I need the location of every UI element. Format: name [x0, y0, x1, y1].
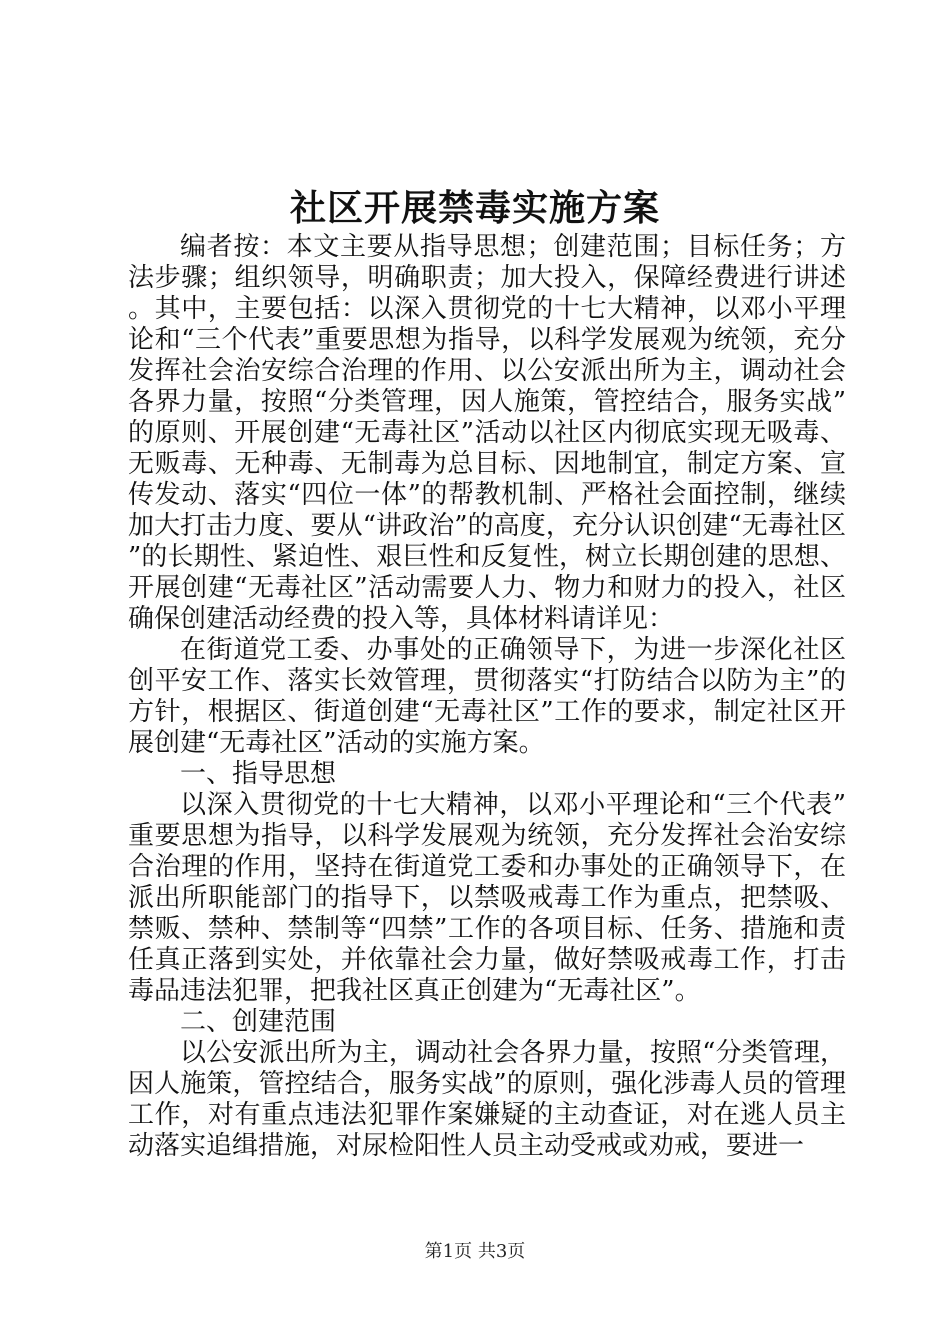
document-title: 社区开展禁毒实施方案 — [289, 187, 660, 229]
intro-paragraph: 在街道党工委、办事处的正确领导下，为进一步深化社区创平安工作、落实长效管理，贯彻落实“打防结合以防为主”的方针，根据区、街道创建“无毒社区”工作的要求，制定社区开展创建“无毒社区”活动的实施方案。 — [128, 635, 846, 758]
section-heading-guiding-ideology: 一、指导思想 — [180, 759, 337, 789]
page-number-footer: 第1页 共3页 — [424, 1241, 526, 1262]
editor-note-paragraph: 编者按：本文主要从指导思想；创建范围；目标任务；方法步骤；组织领导，明确职责；加大投入，保障经费进行讲述。其中，主要包括：以深入贯彻党的十七大精神，以邓小平理论和“三个代表”重要思想为指导，以科学发展观为统领，充分发挥社会治安综合治理的作用、以公安派出所为主，调动社会各界力量，按照“分类管理，因人施策，管控结合，服务实战”的原则、开展创建“无毒社区”活动以社区内彻底实现无吸毒、无贩毒、无种毒、无制毒为总目标、因地制宜，制定方案、宣传发动、落实“四位一体”的帮教机制、严格社会面控制，继续加大打击力度、要从“讲政治”的高度，充分认识创建“无毒社区”的长期性、紧迫性、艰巨性和反复性，树立长期创建的思想、开展创建“无毒社区”活动需要人力、物力和财力的投入，社区确保创建活动经费的投入等，具体材料请详见： — [128, 232, 846, 634]
section-heading-scope: 二、创建范围 — [180, 1007, 337, 1037]
document-body — [128, 232, 846, 1162]
section-text-guiding-ideology: 以深入贯彻党的十七大精神，以邓小平理论和“三个代表”重要思想为指导，以科学发展观为统领，充分发挥社会治安综合治理的作用，坚持在街道党工委和办事处的正确领导下，在派出所职能部门的指导下，以禁吸戒毒工作为重点，把禁吸、禁贩、禁种、禁制等“四禁”工作的各项目标、任务、措施和责任真正落到实处，并依靠社会力量，做好禁吸戒毒工作，打击毒品违法犯罪，把我社区真正创建为“无毒社区”。 — [128, 790, 846, 1006]
section-text-scope: 以公安派出所为主，调动社会各界力量，按照“分类管理，因人施策，管控结合，服务实战”的原则，强化涉毒人员的管理工作，对有重点违法犯罪作案嫌疑的主动查证，对在逃人员主动落实追缉措施，对尿检阳性人员主动受戒或劝戒，要进一 — [128, 1038, 846, 1161]
